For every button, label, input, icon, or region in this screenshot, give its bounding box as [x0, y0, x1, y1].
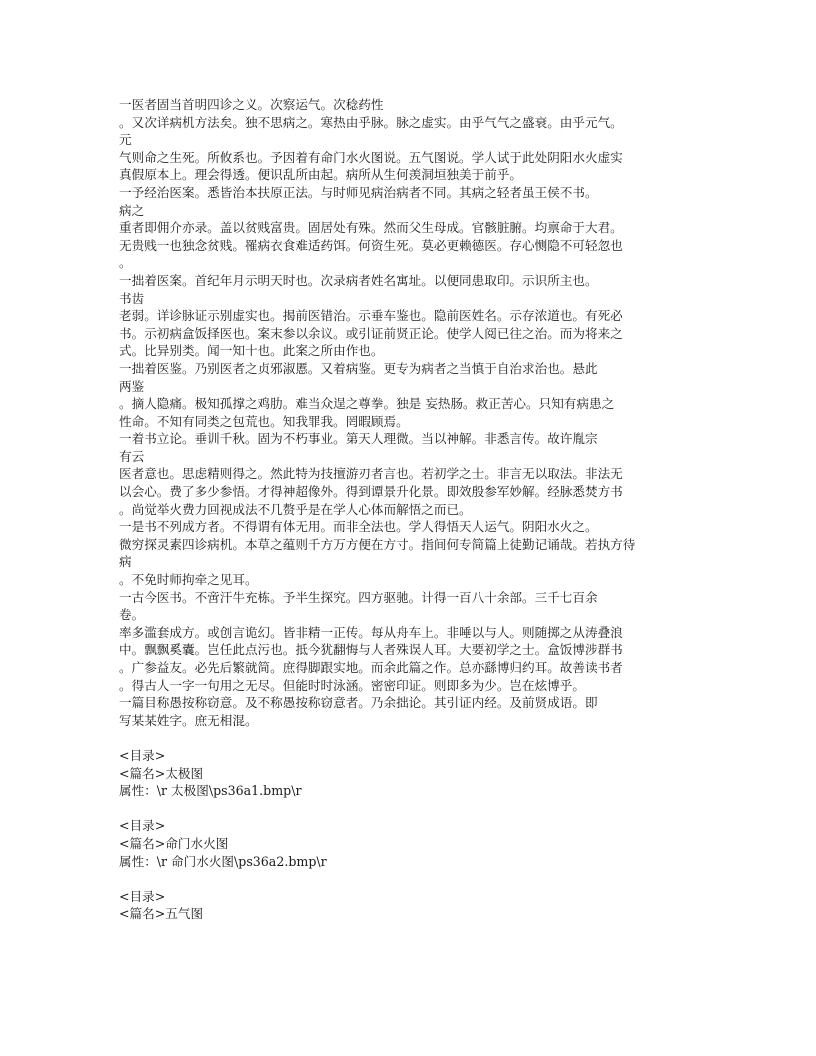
section-catalog: <目录>: [119, 888, 166, 904]
blank-line: [119, 729, 699, 747]
section-wuqi: [119, 888, 699, 923]
text-line: 。得古人一字一句用之无尽。但能时时泳涵。密密印证。则即多为少。岂在炫博乎。: [119, 677, 585, 693]
blank-line: [119, 800, 699, 818]
text-block: [119, 96, 699, 729]
text-line: 无贵贱一也独念贫贱。罹病衣食难适药饵。何资生死。莫必更赖德医。存心恻隐不可轻忽也: [119, 237, 623, 253]
text-line: 。摘人隐痛。极知孤撑之鸡肋。难当众逞之尊拳。独是 妄热肠。救正苦心。只知有病患之: [119, 396, 615, 412]
text-line: 元: [119, 132, 132, 148]
text-line: 。广参益友。必先后繁就简。庶得脚跟实地。而余此篇之作。总亦繇博归约耳。故善读书者: [119, 660, 623, 675]
text-line: 性命。不知有同类之包荒也。知我罪我。罔暇顾焉。: [119, 413, 409, 429]
text-line: 一是书不列成方者。不得谓有体无用。而非全法也。学人得悟天人运气。阴阳水火之。: [119, 519, 598, 535]
text-line: 。又次详病机方法矣。独不思病之。寒热由乎脉。脉之虚实。由乎气气之盛衰。由乎元气。: [119, 114, 623, 130]
text-line: 式。比异别类。闻一知十也。此案之所由作也。: [119, 343, 384, 359]
text-line: 老弱。详诊脉证示别虚实也。揭前医错治。示垂车鉴也。隐前医姓名。示存浓道也。有死必: [119, 308, 623, 324]
document-body: [119, 96, 699, 923]
text-line: 一篇目称愚按称窃意。及不称愚按称窃意者。乃余拙论。其引证内经。及前贤成语。即: [119, 695, 598, 711]
section-catalog: <目录>: [119, 747, 166, 763]
text-line: 有云: [119, 448, 145, 464]
text-line: 。尚觉举火费力回视成法不几赘乎是在学人心体而解悟之而已。: [119, 501, 472, 517]
section-title: <篇名>太极图: [119, 765, 204, 781]
text-line: 病: [119, 554, 132, 570]
section-catalog: <目录>: [119, 818, 166, 834]
section-title: <篇名>五气图: [119, 906, 204, 922]
text-line: 。不免时师拘牵之见耳。: [119, 572, 258, 588]
text-line: 一予经治医案。悉皆治本扶原正法。与时师见病治病者不同。其病之轻者虽王侯不书。: [119, 184, 598, 200]
text-line: 写某某姓字。庶无相混。: [119, 712, 258, 728]
section-attribute: 属性：\r 命门水火图\ps36a2.bmp\r: [119, 853, 327, 869]
section-mingmen: [119, 817, 699, 870]
section-taiji: [119, 747, 699, 800]
blank-line: [119, 870, 699, 888]
text-line: 卷。: [119, 607, 145, 623]
text-line: 微穷探灵素四诊病机。本草之蕴则千方万方便在方寸。指间何专简篇上徒勤记诵哉。若执方待: [119, 536, 636, 552]
text-line: 率多滥套成方。或创言诡幻。皆非精一正传。每从舟车上。非唾以与人。则随掷之从涛叠浪: [119, 624, 623, 640]
text-line: 医者意也。思虑精则得之。然此特为技擅游刃者言也。若初学之士。非言无以取法。非法无: [119, 466, 623, 482]
text-line: 重者即佣介亦录。盖以贫贱富贵。固居处有殊。然而父生母成。官骸脏腑。均禀命于大君。: [119, 220, 623, 236]
text-line: 一医者固当首明四诊之义。次察运气。次稔药性: [119, 97, 384, 112]
section-title: <篇名>命门水火图: [119, 835, 229, 851]
section-attribute: 属性：\r 太极图\ps36a1.bmp\r: [119, 783, 302, 799]
text-line: 一着书立论。垂训千秋。固为不朽事业。第天人理微。当以神解。非悉言传。故许胤宗: [119, 431, 598, 447]
text-line: 中。飘飘奚囊。岂任此点污也。抵今犹翻悔与人者殊误人耳。大要初学之士。盒饭博涉群书: [119, 642, 623, 658]
text-line: 一拙着医鉴。乃别医者之贞邪淑慝。又着病鉴。更专为病者之当慎于自治求治也。悬此: [119, 360, 598, 376]
text-line: 一古今医书。不啻汗牛充栋。予半生探究。四方驱驰。计得一百八十余部。三千七百余: [119, 589, 598, 605]
text-line: 两鉴: [119, 378, 145, 394]
text-line: 书齿: [119, 290, 145, 306]
text-line: 病之: [119, 202, 145, 218]
text-line: 书。示初病盒饭择医也。案末参以余议。或引证前贤正论。使学人阅已往之治。而为将来之: [119, 325, 623, 341]
text-line: 真假原本上。理会得透。便识乱所由起。病所从生何羡洞垣独美于前乎。: [119, 167, 522, 183]
text-line: 一拙着医案。首纪年月示明天时也。次录病者姓名寓址。以便同患取印。示识所主也。: [119, 272, 598, 288]
text-line: 以会心。费了多少参悟。才得神超像外。得到谭景升化景。即效殷参军妙解。经脉悉焚方书: [119, 484, 623, 500]
text-line: 气则命之生死。所攸系也。予因着有命门水火图说。五气图说。学人试于此处阴阳水火虚实: [119, 149, 623, 165]
text-line: 。: [119, 255, 132, 271]
